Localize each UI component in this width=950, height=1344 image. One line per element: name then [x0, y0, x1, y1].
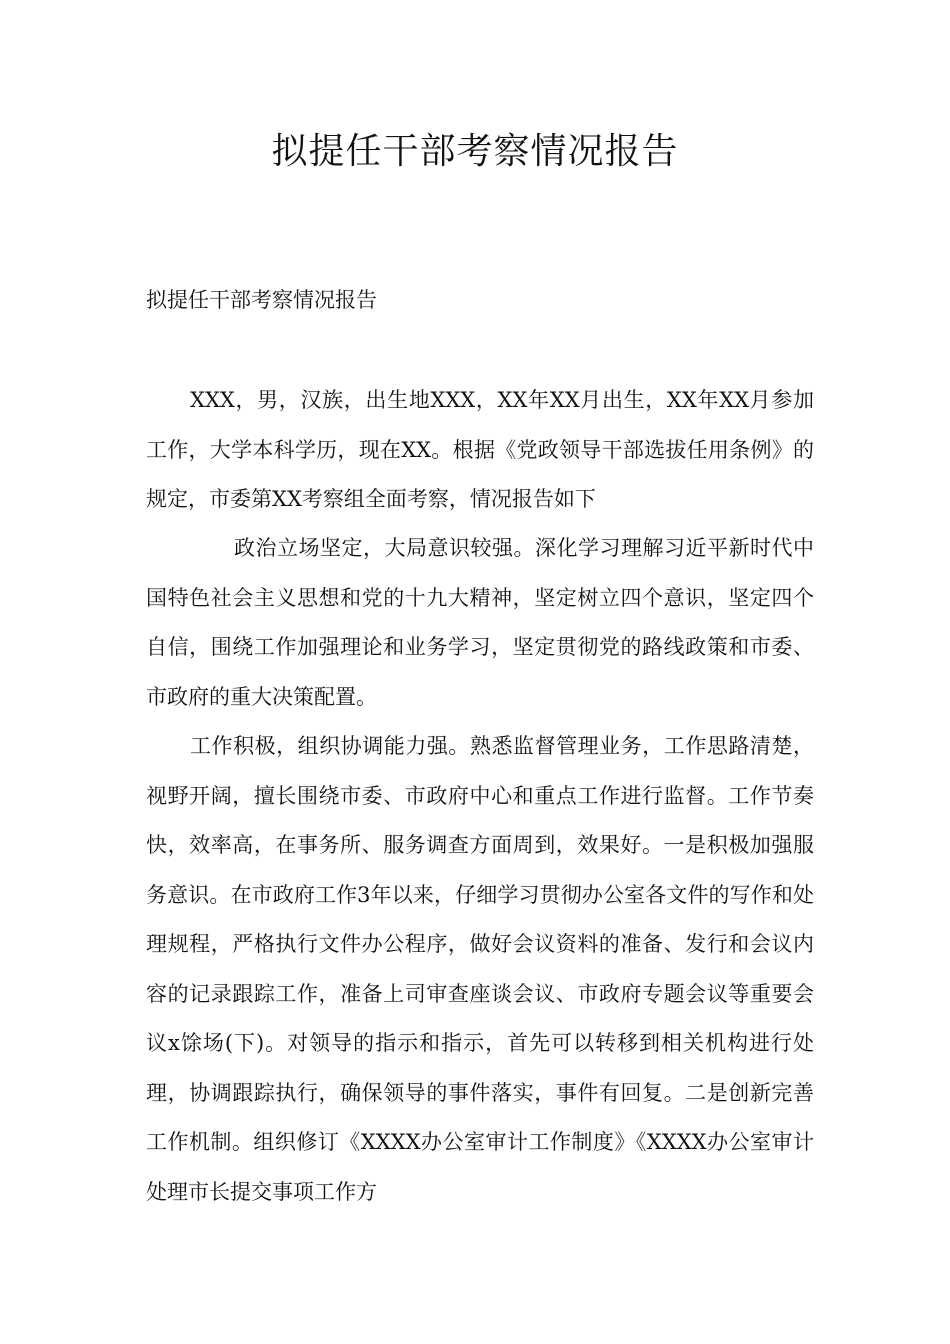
paragraph-work-performance: 工作积极，组织协调能力强。熟悉监督管理业务，工作思路清楚，视野开阔，擅长围绕市委、市政府中心和重点工作进行监督。工作节奏快，效率高，在事务所、服务调查方面周到，效果好。一是积极加强服务意识。在市政府工作3年以来，仔细学习贯彻办公室各文件的写作和处理规程，严格执行文件办公程序，做好会议资料的准备、发行和会议内容的记录跟踪工作，准备上司审查座谈会议、市政府专题会议等重要会议x馀场(下)。对领导的指示和指示，首先可以转移到相关机构进行处理，协调跟踪执行，确保领导的事件落实，事件有回复。二是创新完善工作机制。组织修订《XXXX办公室审计工作制度》《XXXX办公室审计处理市长提交事项工作方 — [146, 734, 814, 1204]
document-title: 拟提任干部考察情况报告 — [271, 131, 679, 172]
paragraph-intro: XXX，男，汉族，出生地XXX，XX年XX月出生，XX年XX月参加工作，大学本科学历，现在XX。根据《党政领导干部选拔任用条例》的规定，市委第XX考察组全面考察，情况报告如下 — [146, 388, 814, 511]
paragraph-political-stance: 政治立场坚定，大局意识较强。深化学习理解习近平新时代中国特色社会主义思想和党的十九大精神，坚定树立四个意识，坚定四个自信，围绕工作加强理论和业务学习，坚定贯彻党的路线政策和市委、市政府的重大决策配置。 — [146, 536, 814, 709]
document-subtitle: 拟提任干部考察情况报告 — [146, 288, 377, 312]
